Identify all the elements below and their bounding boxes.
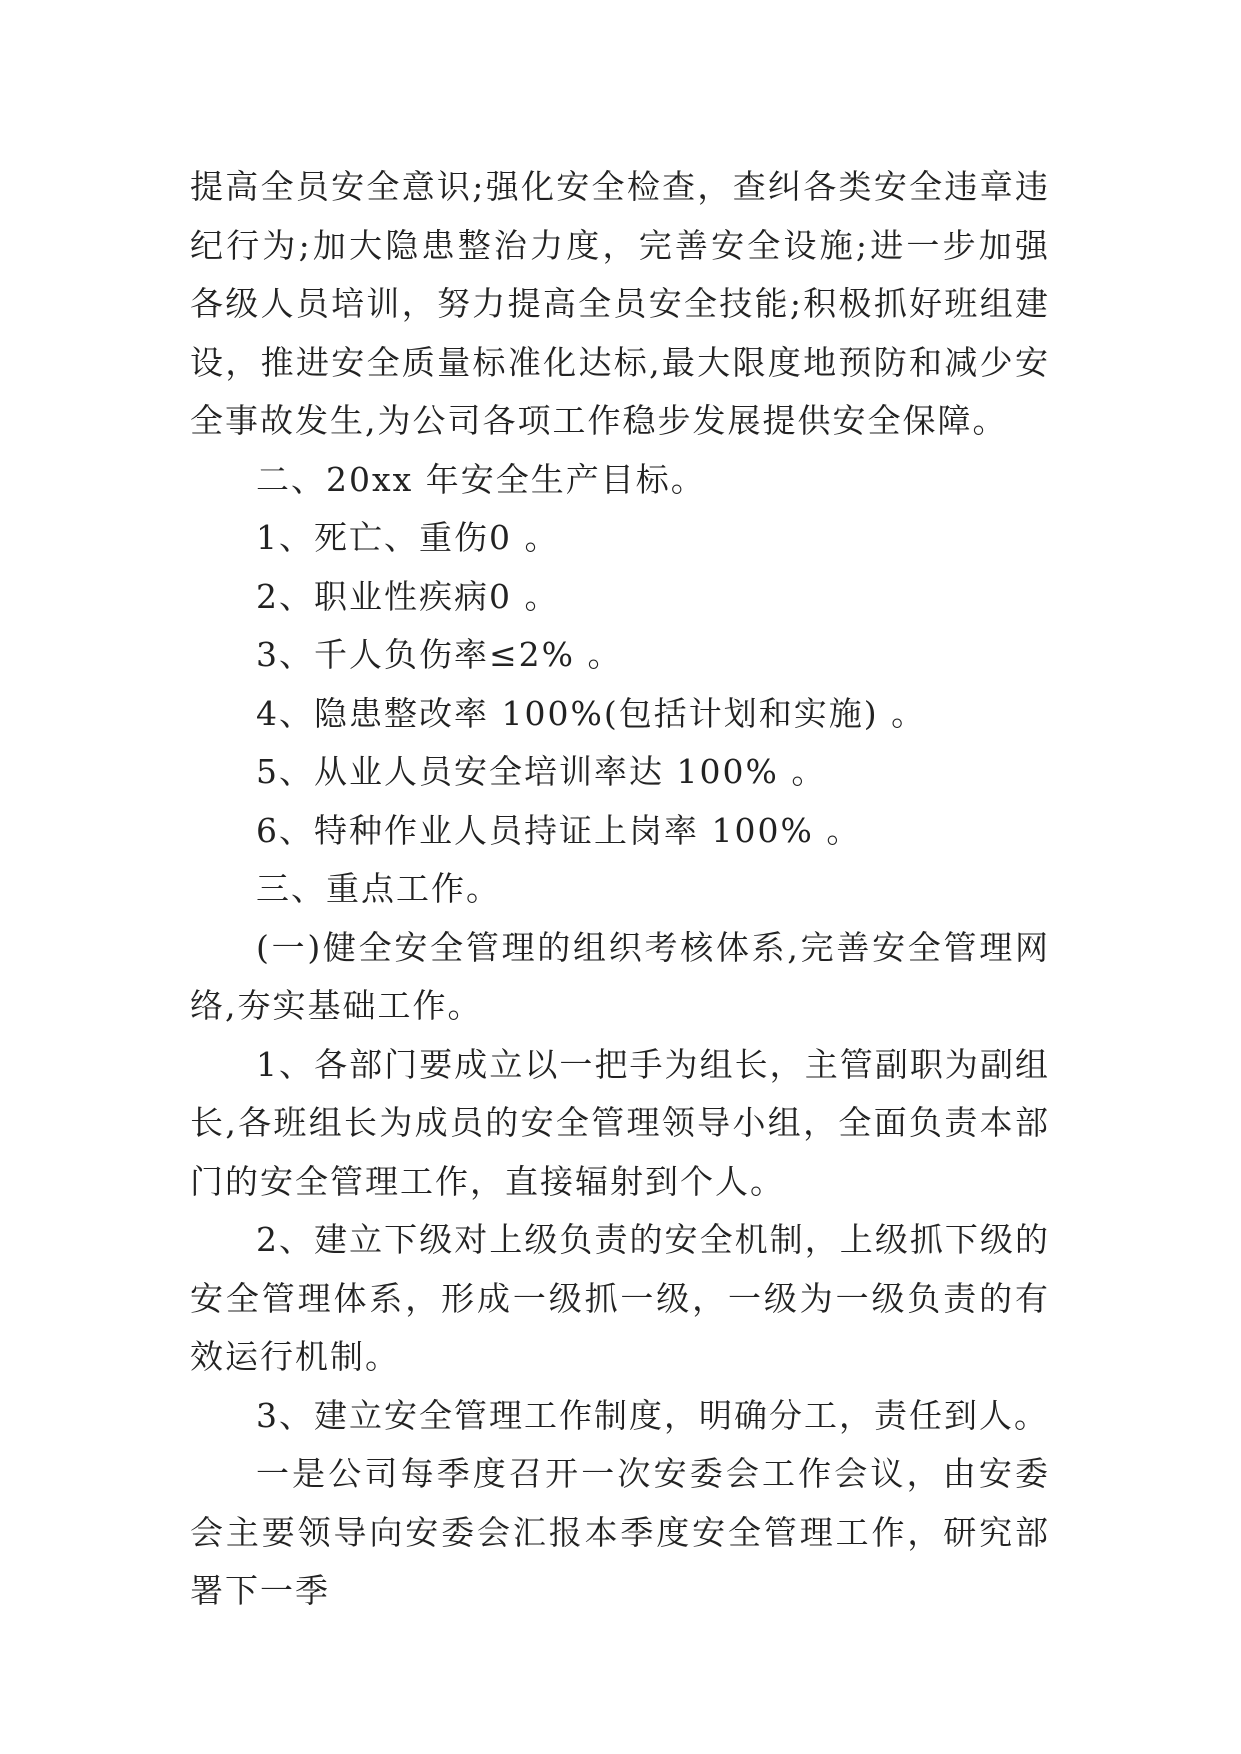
subheading-organization: (一)健全安全管理的组织考核体系,完善安全管理网络,夯实基础工作。	[190, 927, 1050, 1025]
work-item-3: 3、建立安全管理工作制度，明确分工，责任到人。	[256, 1395, 1049, 1435]
target-item-1: 1、死亡、重伤0 。	[256, 518, 560, 557]
work-item-2: 2、建立下级对上级负责的安全机制，上级抓下级的安全管理体系，形成一级抓一级，一级为一级负责的有效运行机制。	[190, 1220, 1050, 1376]
heading-safety-targets: 二、20xx 年安全生产目标。	[256, 459, 706, 499]
document-body	[190, 158, 1050, 1621]
target-item-6: 6、特种作业人员持证上岗率 100% 。	[256, 810, 862, 850]
target-item-3: 3、千人负伤率≤2% 。	[256, 635, 623, 674]
target-item-4: 4、隐患整改率 100%(包括计划和实施) 。	[256, 693, 927, 733]
work-item-3-detail: 一是公司每季度召开一次安委会工作会议，由安委会主要领导向安委会汇报本季度安全管理工作，研究部署下一季	[190, 1454, 1050, 1610]
work-item-1: 1、各部门要成立以一把手为组长，主管副职为副组长,各班组长为成员的安全管理领导小组，全面负责本部门的安全管理工作，直接辐射到个人。	[190, 1044, 1050, 1201]
target-item-2: 2、职业性疾病0 。	[256, 576, 560, 616]
target-item-5: 5、从业人员安全培训率达 100% 。	[256, 752, 827, 791]
heading-key-work: 三、重点工作。	[256, 869, 501, 908]
paragraph-intro: 提高全员安全意识;强化安全检查，查纠各类安全违章违纪行为;加大隐患整治力度，完善安全设施;进一步加强各级人员培训，努力提高全员安全技能;积极抓好班组建设，推进安全质量标准化达标,最大限度地预防和减少安全事故发生,为公司各项工作稳步发展提供安全保障。	[190, 167, 1050, 440]
